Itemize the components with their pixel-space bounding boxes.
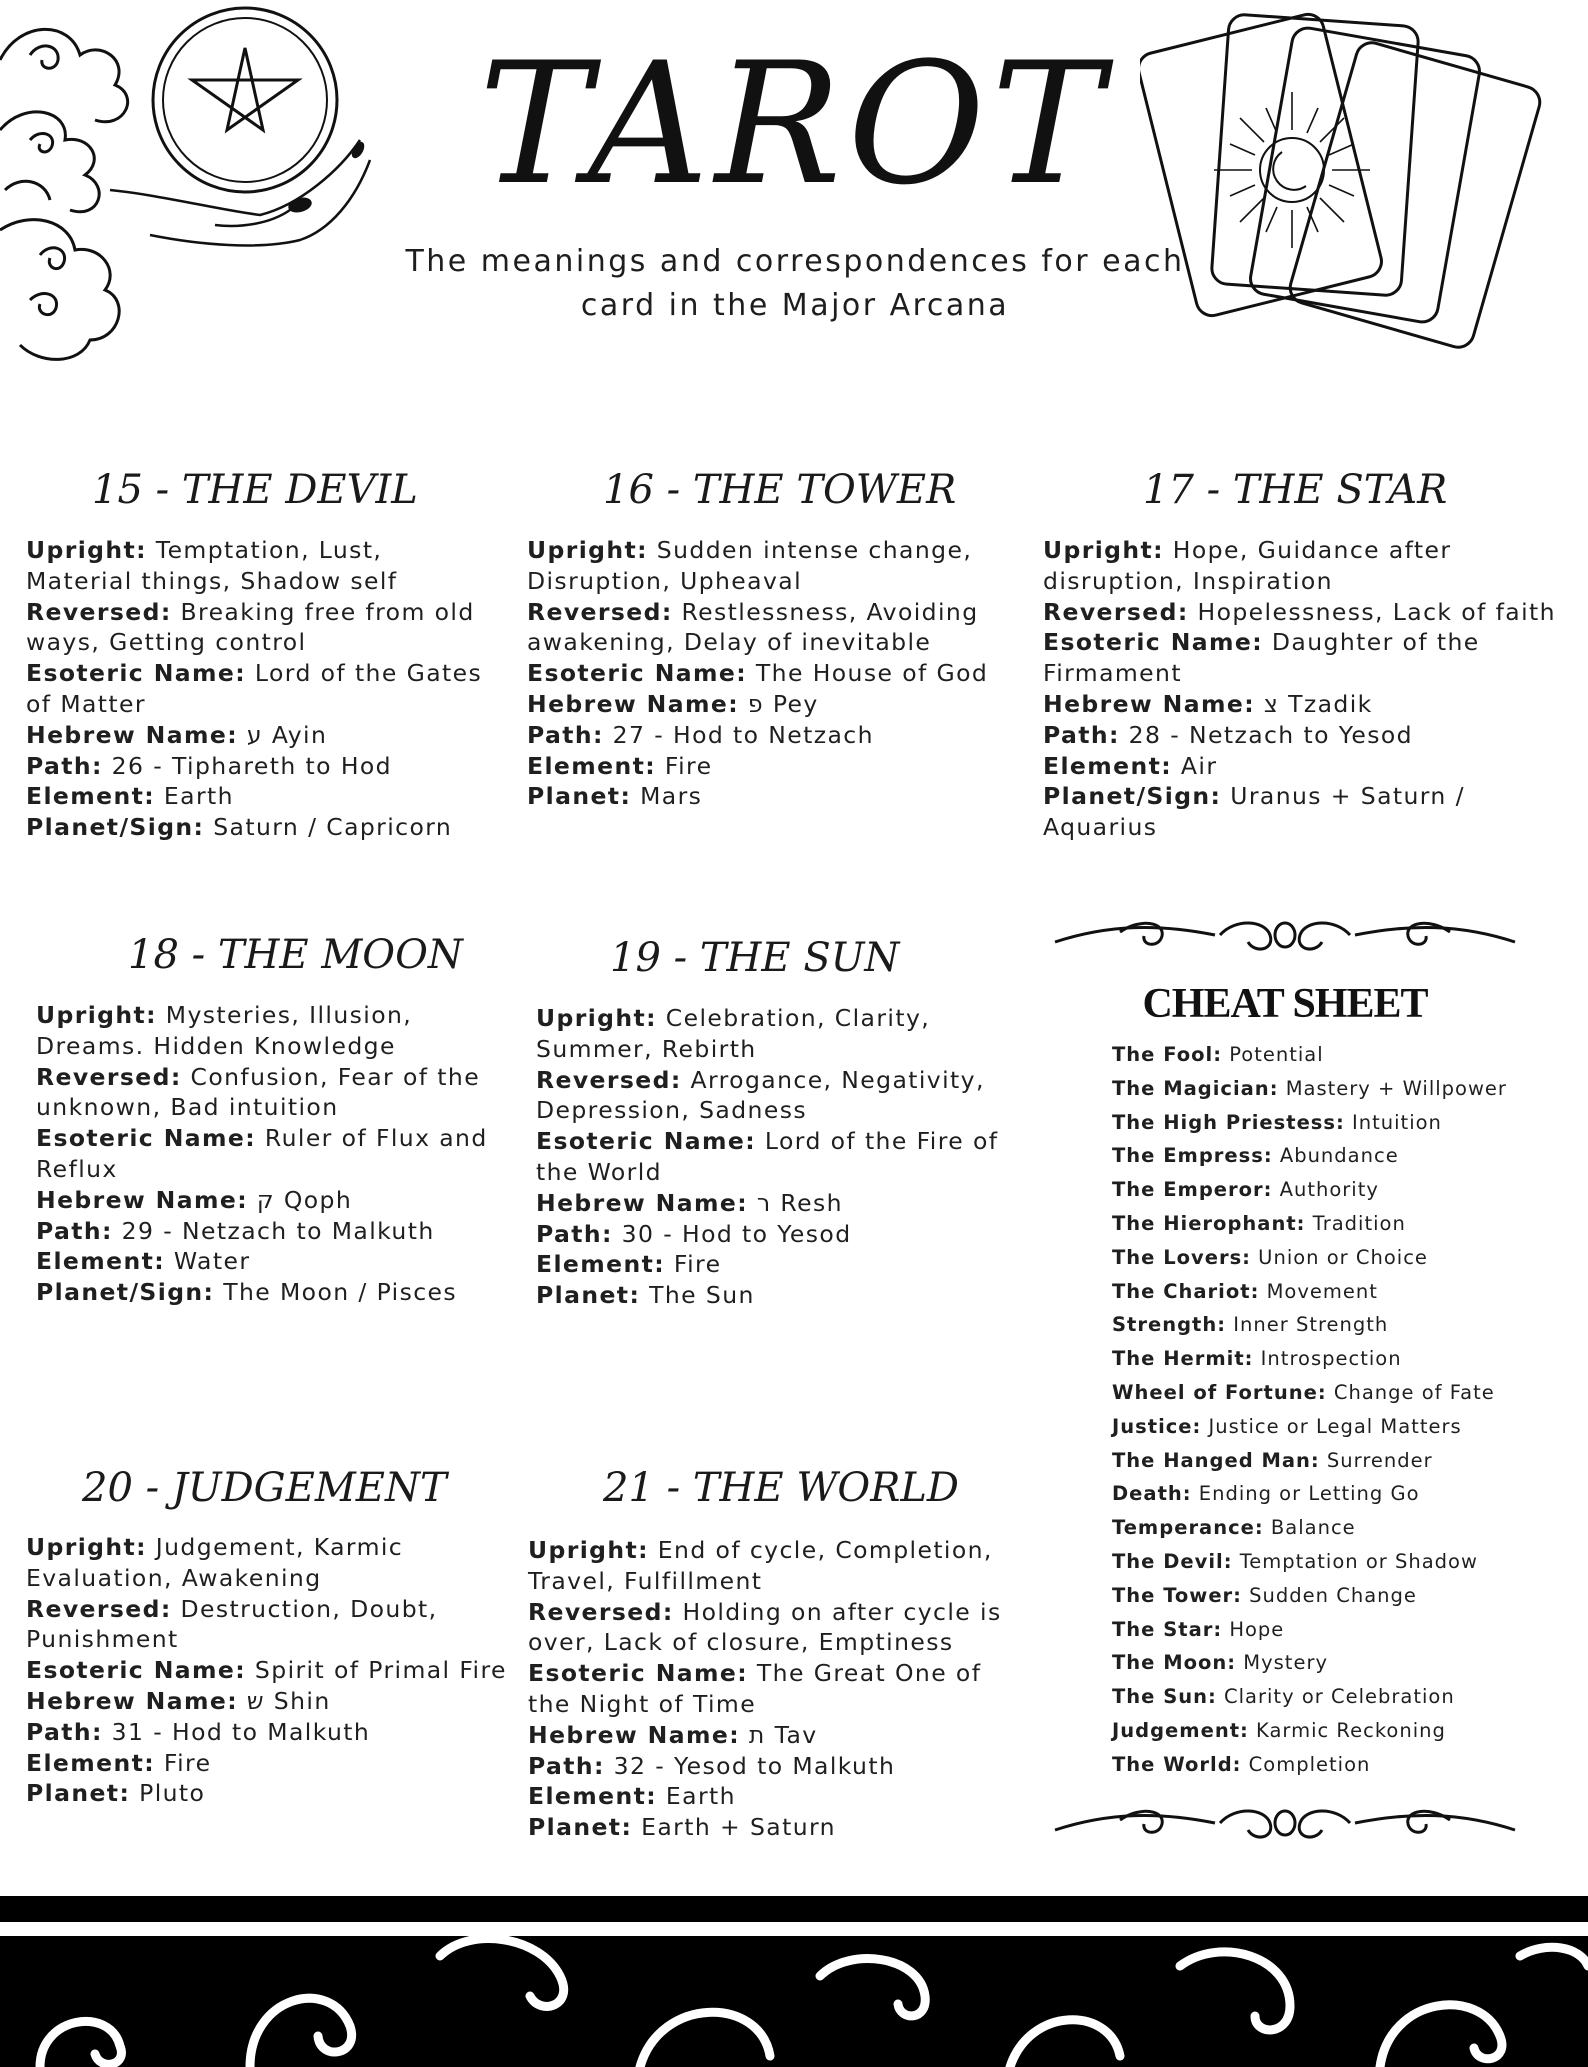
cloud-swirl-decoration [0, 1936, 1588, 2067]
field-label: Reversed: [528, 1597, 674, 1626]
cheat-sheet-title: CHEAT SHEET [1142, 981, 1428, 1027]
field-label: Element: [536, 1250, 666, 1279]
cheat-item-value: Union or Choice [1250, 1245, 1428, 1269]
field-label: Path: [1043, 720, 1120, 749]
card-field [536, 1188, 1026, 1219]
field-value: Celebration, Clarity, [656, 1004, 931, 1032]
field-label: Reversed: [26, 1594, 172, 1623]
field-label: Planet/Sign: [26, 813, 205, 842]
cheat-item-value: Tradition [1305, 1211, 1406, 1235]
field-label: Hebrew Name: [528, 1720, 740, 1749]
card-body-tower [527, 535, 1017, 812]
field-label: Hebrew Name: [1043, 689, 1255, 718]
card-heading-judgement: 20 - JUDGEMENT [82, 1465, 447, 1511]
field-value-continued: awakening, Delay of inevitable [527, 628, 932, 657]
card-field [1043, 781, 1563, 812]
field-value: Breaking free from old [171, 597, 475, 626]
field-value: End of cycle, Completion, [648, 1536, 993, 1564]
cheat-item-label: The High Priestess: [1112, 1110, 1345, 1134]
cheat-sheet-item [1112, 1342, 1532, 1376]
cheat-item-value: Change of Fate [1326, 1380, 1495, 1404]
field-label: Reversed: [527, 597, 673, 626]
field-value: Judgement, Karmic [146, 1533, 404, 1561]
card-field [26, 1594, 516, 1625]
field-value: ק Qoph [248, 1185, 353, 1214]
cheat-sheet-item [1112, 1477, 1532, 1511]
field-label: Hebrew Name: [527, 689, 739, 718]
card-field [26, 535, 506, 566]
field-value: Holding on after cycle is [673, 1597, 1002, 1626]
card-body-star [1043, 535, 1563, 843]
cheat-item-value: Surrender [1319, 1448, 1433, 1472]
card-field [1043, 627, 1563, 658]
cheat-item-value: Hope [1222, 1617, 1285, 1641]
card-heading-devil: 15 - THE DEVIL [92, 467, 418, 513]
field-label: Upright: [527, 536, 648, 564]
field-label: Upright: [26, 536, 147, 564]
field-value-continued: ways, Getting control [26, 628, 307, 657]
card-field [26, 658, 506, 689]
card-field [527, 597, 1017, 628]
field-value: 28 - Netzach to Yesod [1119, 720, 1413, 749]
cheat-sheet-item [1112, 1511, 1532, 1545]
card-field [36, 1277, 516, 1308]
cheat-sheet-item [1112, 1714, 1532, 1748]
cheat-sheet-item [1112, 1139, 1532, 1173]
cheat-sheet-item [1112, 1680, 1532, 1714]
field-value-continued: Depression, Sadness [536, 1096, 807, 1125]
card-heading-tower: 16 - THE TOWER [603, 467, 957, 513]
cheat-item-label: Strength: [1112, 1313, 1227, 1337]
field-value: Confusion, Fear of the [181, 1062, 481, 1091]
cheat-item-label: The World: [1112, 1752, 1242, 1776]
card-field [527, 658, 1017, 689]
field-label: Element: [527, 751, 657, 780]
cheat-sheet-item [1112, 1173, 1532, 1207]
card-field [36, 1246, 516, 1277]
field-value: Sudden intense change, [647, 536, 973, 564]
card-field [36, 1123, 516, 1154]
card-field [527, 751, 1017, 782]
field-value: The House of God [747, 659, 989, 688]
field-value-continued: disruption, Inspiration [1043, 566, 1333, 595]
card-field [26, 1686, 516, 1717]
cheat-sheet-item [1112, 1748, 1532, 1782]
field-label: Esoteric Name: [527, 659, 748, 688]
field-label: Hebrew Name: [26, 1686, 238, 1715]
card-field [36, 1216, 516, 1247]
field-label: Esoteric Name: [26, 1656, 247, 1685]
field-label: Esoteric Name: [1043, 628, 1264, 657]
field-label: Reversed: [1043, 597, 1189, 626]
cheat-item-label: The Empress: [1112, 1144, 1273, 1168]
field-value: ת Tav [740, 1720, 818, 1749]
field-value: צ Tzadik [1255, 689, 1373, 718]
field-label: Element: [26, 782, 156, 811]
field-value-continued: Aquarius [1043, 813, 1158, 842]
field-label: Planet: [26, 1779, 131, 1808]
field-value: Air [1172, 751, 1218, 780]
cheat-item-label: Temperance: [1112, 1516, 1264, 1540]
cheat-item-value: Inner Strength [1226, 1313, 1389, 1337]
cheat-item-value: Clarity or Celebration [1216, 1685, 1455, 1709]
field-value: ש Shin [238, 1686, 331, 1715]
field-value-continued: Punishment [26, 1625, 179, 1654]
card-heading-star: 17 - THE STAR [1143, 467, 1448, 513]
field-value: 26 - Tiphareth to Hod [102, 751, 392, 780]
subtitle-line-1: The meanings and correspondences for each [405, 244, 1185, 279]
cheat-item-label: The Emperor: [1112, 1178, 1273, 1202]
field-value: Pluto [130, 1779, 206, 1808]
cheat-item-value: Completion [1241, 1752, 1371, 1776]
cheat-sheet-item [1112, 1646, 1532, 1680]
cheat-item-value: Karmic Reckoning [1248, 1718, 1446, 1742]
cheat-sheet-item [1112, 1410, 1532, 1444]
field-label: Hebrew Name: [26, 720, 238, 749]
field-label: Reversed: [26, 597, 172, 626]
field-value-continued: unknown, Bad intuition [36, 1093, 339, 1122]
card-body-world [528, 1535, 1028, 1843]
card-field [26, 597, 506, 628]
field-value-continued: the Night of Time [528, 1689, 757, 1718]
field-value: Fire [656, 751, 713, 780]
card-field [26, 781, 506, 812]
field-value: Ruler of Flux and [256, 1124, 488, 1153]
field-label: Esoteric Name: [36, 1124, 257, 1153]
card-field [536, 1249, 1026, 1280]
footer-band-top [0, 1896, 1588, 1922]
card-field [36, 1185, 516, 1216]
card-field [527, 720, 1017, 751]
cheat-item-value: Mastery + Willpower [1278, 1076, 1507, 1100]
cheat-item-value: Authority [1272, 1178, 1379, 1202]
card-heading-world: 21 - THE WORLD [603, 1465, 959, 1511]
cheat-sheet-list [1112, 1038, 1532, 1782]
field-value: The Moon / Pisces [214, 1278, 458, 1307]
card-field [527, 535, 1017, 566]
field-value-continued: Firmament [1043, 659, 1182, 688]
card-field [536, 1003, 1026, 1034]
field-label: Element: [1043, 751, 1173, 780]
cheat-item-value: Justice or Legal Matters [1201, 1414, 1462, 1438]
card-field [536, 1126, 1026, 1157]
card-field [536, 1219, 1026, 1250]
cheat-item-label: The Magician: [1112, 1076, 1279, 1100]
field-label: Planet/Sign: [1043, 782, 1222, 811]
field-value-continued: over, Lack of closure, Emptiness [528, 1628, 954, 1657]
cheat-item-value: Sudden Change [1241, 1583, 1417, 1607]
field-label: Esoteric Name: [536, 1127, 757, 1156]
cheat-sheet-item [1112, 1545, 1532, 1579]
cheat-sheet-item [1112, 1072, 1532, 1106]
field-label: Upright: [536, 1004, 657, 1032]
cheat-sheet-item [1112, 1207, 1532, 1241]
card-field [528, 1781, 1028, 1812]
field-value: 31 - Hod to Malkuth [102, 1717, 371, 1746]
field-label: Upright: [36, 1001, 157, 1029]
cheat-item-value: Mystery [1236, 1651, 1329, 1675]
cheat-sheet-item [1112, 1444, 1532, 1478]
cheat-sheet-item [1112, 1241, 1532, 1275]
cheat-sheet-item [1112, 1275, 1532, 1309]
field-value: Earth [155, 782, 234, 811]
cheat-item-label: The Fool: [1112, 1043, 1223, 1066]
field-value: Temptation, Lust, [146, 536, 383, 564]
card-field [527, 689, 1017, 720]
cheat-item-label: The Moon: [1112, 1651, 1237, 1675]
card-field [1043, 689, 1563, 720]
cheat-item-label: The Sun: [1112, 1685, 1217, 1709]
card-field [26, 1532, 516, 1563]
card-field [26, 720, 506, 751]
field-value: Arrogance, Negativity, [681, 1065, 985, 1094]
field-label: Esoteric Name: [528, 1659, 749, 1688]
card-body-moon [36, 1000, 516, 1308]
cheat-sheet-item [1112, 1308, 1532, 1342]
field-value-continued: Dreams. Hidden Knowledge [36, 1031, 396, 1060]
field-value: ר Resh [748, 1188, 843, 1217]
cheat-item-value: Movement [1259, 1279, 1378, 1303]
field-label: Path: [36, 1216, 113, 1245]
field-value: Fire [665, 1250, 722, 1279]
field-label: Upright: [1043, 536, 1164, 564]
field-value: Hopelessness, Lack of faith [1188, 597, 1556, 626]
field-value-continued: Travel, Fulfillment [528, 1566, 763, 1595]
page-title: TAROT [478, 26, 1110, 222]
card-field [1043, 597, 1563, 628]
field-label: Path: [26, 751, 103, 780]
cheat-sheet-item [1112, 1038, 1532, 1072]
cheat-item-label: Judgement: [1112, 1718, 1249, 1742]
card-field [528, 1597, 1028, 1628]
field-value: Destruction, Doubt, [171, 1594, 438, 1623]
field-label: Planet: [527, 782, 632, 811]
field-value: ע Ayin [238, 720, 328, 749]
subtitle-line-2: card in the Major Arcana [580, 288, 1010, 323]
card-field [26, 751, 506, 782]
card-field [528, 1812, 1028, 1843]
field-label: Planet: [536, 1281, 641, 1310]
field-value-continued: Disruption, Upheaval [527, 566, 803, 595]
cheat-item-label: Justice: [1112, 1414, 1202, 1438]
card-field [36, 1000, 516, 1031]
card-field [36, 1062, 516, 1093]
cheat-item-value: Balance [1263, 1516, 1356, 1540]
field-value-continued: Summer, Rebirth [536, 1034, 757, 1063]
card-body-devil [26, 535, 506, 843]
cheat-item-value: Potential [1222, 1043, 1324, 1066]
field-label: Hebrew Name: [36, 1185, 248, 1214]
field-value: Restlessness, Avoiding [672, 597, 979, 626]
card-field [528, 1751, 1028, 1782]
card-heading-sun: 19 - THE SUN [610, 935, 900, 981]
field-label: Path: [528, 1751, 605, 1780]
card-body-judgement [26, 1532, 516, 1809]
field-label: Esoteric Name: [26, 659, 247, 688]
card-field [1043, 751, 1563, 782]
field-value-continued: the World [536, 1157, 662, 1186]
cheat-item-label: The Hermit: [1112, 1347, 1254, 1371]
footer-cloud-band [0, 1936, 1588, 2067]
cheat-item-label: Death: [1112, 1482, 1192, 1506]
card-field [26, 1717, 516, 1748]
card-field [527, 781, 1017, 812]
card-field [26, 1748, 516, 1779]
card-field [528, 1535, 1028, 1566]
field-label: Path: [527, 720, 604, 749]
card-field [528, 1720, 1028, 1751]
field-value: Lord of the Gates [246, 659, 483, 688]
cheat-item-value: Abundance [1272, 1144, 1399, 1168]
card-field [1043, 720, 1563, 751]
cheat-item-value: Introspection [1253, 1347, 1402, 1371]
field-value: Spirit of Primal Fire [246, 1656, 507, 1685]
cheat-item-label: The Tower: [1112, 1583, 1242, 1607]
field-value: Hope, Guidance after [1163, 536, 1452, 564]
field-value: פ Pey [739, 689, 819, 718]
card-body-sun [536, 1003, 1026, 1311]
cheat-item-label: The Chariot: [1112, 1279, 1260, 1303]
field-label: Element: [36, 1247, 166, 1276]
cheat-sheet-item [1112, 1613, 1532, 1647]
field-label: Element: [528, 1782, 658, 1811]
card-field [536, 1280, 1026, 1311]
field-label: Path: [26, 1717, 103, 1746]
card-field [536, 1065, 1026, 1096]
cheat-item-label: The Star: [1112, 1617, 1223, 1641]
cheat-sheet-item [1112, 1106, 1532, 1140]
field-value-continued: of Matter [26, 689, 146, 718]
cheat-item-label: Wheel of Fortune: [1112, 1380, 1327, 1404]
field-label: Planet: [528, 1813, 633, 1842]
field-label: Reversed: [536, 1065, 682, 1094]
field-label: Planet/Sign: [36, 1278, 215, 1307]
field-value: 29 - Netzach to Malkuth [112, 1216, 435, 1245]
field-label: Upright: [26, 1533, 147, 1561]
field-label: Reversed: [36, 1062, 182, 1091]
field-value: Fire [155, 1748, 212, 1777]
page-subtitle [370, 240, 1220, 328]
field-value-continued: Reflux [36, 1154, 118, 1183]
field-label: Hebrew Name: [536, 1188, 748, 1217]
cheat-item-value: Intuition [1344, 1110, 1442, 1134]
field-label: Path: [536, 1219, 613, 1248]
cheat-sheet-item [1112, 1376, 1532, 1410]
field-value: Saturn / Capricorn [204, 813, 453, 842]
cheat-item-label: The Devil: [1112, 1549, 1233, 1573]
card-field [26, 812, 506, 843]
field-value: Water [165, 1247, 251, 1276]
cheat-item-label: The Lovers: [1112, 1245, 1251, 1269]
field-value-continued: Material things, Shadow self [26, 566, 398, 595]
field-value-continued: Evaluation, Awakening [26, 1563, 322, 1592]
field-value: Mars [631, 782, 703, 811]
field-value: 30 - Hod to Yesod [612, 1219, 852, 1248]
field-label: Element: [26, 1748, 156, 1777]
field-value: 32 - Yesod to Malkuth [604, 1751, 896, 1780]
cheat-item-label: The Hierophant: [1112, 1211, 1306, 1235]
field-value: Lord of the Fire of [756, 1127, 999, 1156]
field-value: The Sun [640, 1281, 755, 1310]
cheat-sheet-item [1112, 1579, 1532, 1613]
field-value: 27 - Hod to Netzach [603, 720, 874, 749]
cheat-item-label: The Hanged Man: [1112, 1448, 1320, 1472]
field-value: Mysteries, Illusion, [156, 1001, 413, 1029]
card-field [1043, 535, 1563, 566]
card-heading-moon: 18 - THE MOON [128, 932, 463, 978]
field-value: Daughter of the [1263, 628, 1480, 657]
card-field [528, 1658, 1028, 1689]
field-value: Earth [657, 1782, 736, 1811]
cheat-item-value: Ending or Letting Go [1191, 1482, 1420, 1506]
ornament-divider-bottom [1050, 1798, 1520, 1848]
field-value: Earth + Saturn [632, 1813, 836, 1842]
cheat-item-value: Temptation or Shadow [1232, 1549, 1478, 1573]
field-value: The Great One of [748, 1659, 982, 1688]
field-label: Upright: [528, 1536, 649, 1564]
card-field [26, 1778, 516, 1809]
field-value: Uranus + Saturn / [1221, 782, 1465, 811]
ornament-divider-top [1050, 910, 1520, 960]
card-field [26, 1655, 516, 1686]
